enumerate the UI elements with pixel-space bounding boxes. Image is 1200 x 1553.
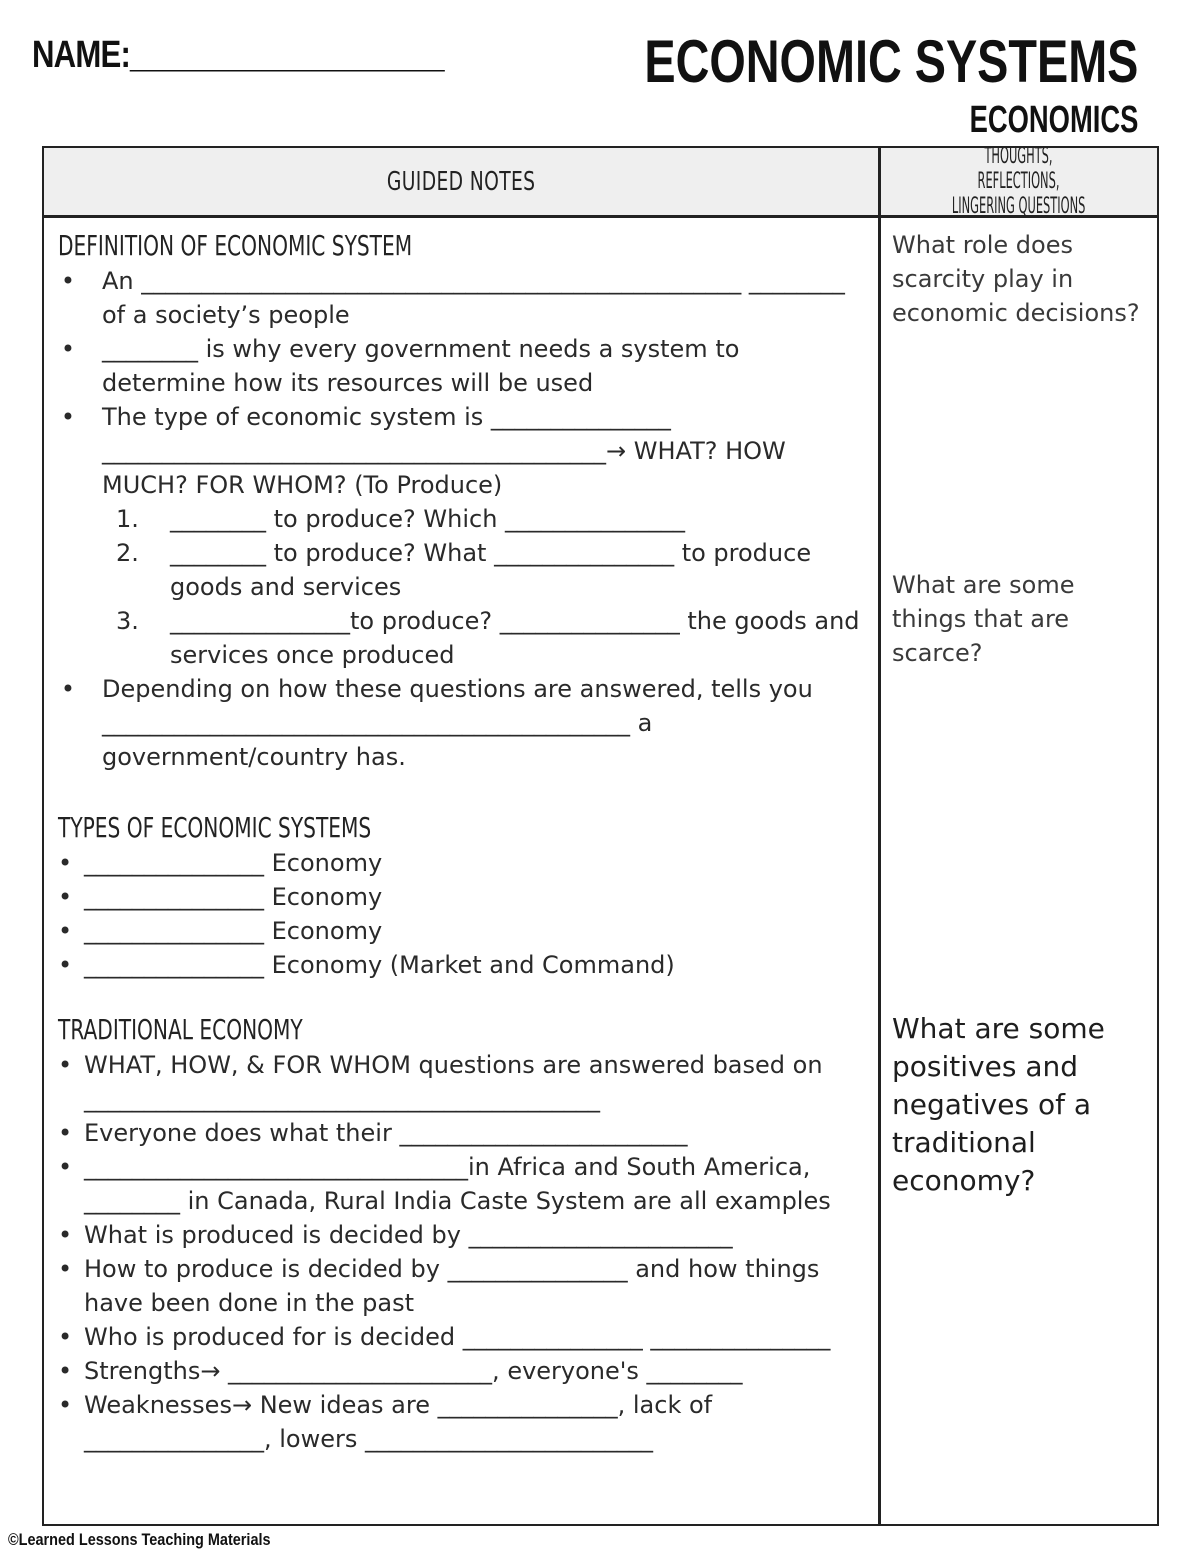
list-item: • _______________ Economy: [84, 880, 866, 914]
list-item: • Who is produced for is decided _______________ _______________: [84, 1320, 866, 1354]
list-item: • _______________ Economy: [84, 914, 866, 948]
list-item: • _______________ Economy (Market and Command): [84, 948, 866, 982]
list-item: • Everyone does what their ________________________: [84, 1116, 866, 1150]
section-title-definition: DEFINITION OF ECONOMIC SYSTEM: [58, 229, 413, 262]
page-title: ECONOMIC SYSTEMS: [643, 28, 1138, 95]
list-item: 1. ________ to produce? Which _______________: [116, 505, 686, 533]
guided-notes-header: GUIDED NOTES: [386, 166, 536, 197]
reflections-header: THOUGHTS, REFLECTIONS, LINGERING QUESTIONS: [951, 144, 1086, 219]
list-item: • _______________ Economy: [84, 846, 866, 880]
reflection-question-scarce-things: What are some things that are scarce?: [892, 571, 1075, 667]
list-item: • An __________________________________________________ ________ of a society’s people: [102, 264, 866, 332]
guided-notes-column: [58, 228, 866, 1456]
types-list: [58, 846, 866, 982]
traditional-list: [58, 1048, 866, 1456]
list-item: • Weaknesses→ New ideas are _______________, lack of _______________, lowers ________________________: [84, 1388, 866, 1456]
copyright-footer: ©Learned Lessons Teaching Materials: [8, 1530, 271, 1549]
notes-table: [42, 146, 1159, 1526]
list-item: • WHAT, HOW, & FOR WHOM questions are answered based on ___________________________________________: [84, 1048, 866, 1116]
list-item: • ________ is why every government needs a system to determine how its resources will be used: [102, 332, 866, 400]
numbered-questions: [102, 502, 866, 672]
list-item: • ________________________________in Africa and South America, ________ in Canada, Rural India Caste System are all examples: [84, 1150, 866, 1218]
section-title-types: TYPES OF ECONOMIC SYSTEMS: [58, 811, 372, 844]
reflection-question-scarcity: What role does scarcity play in economic decisions?: [892, 231, 1140, 327]
list-item: 3. _______________to produce? _______________ the goods and services once produced: [116, 607, 860, 669]
list-item: • The type of economic system is _______________ __________________________________________→ WHAT? HOW MUCH? FOR WHOM? (To Produce) 1. ________ to produce? Which _______________ 2. ________ to produce? What _______________ to produce goods and services 3. _______________to produce? _______________ the goods and services once produced: [102, 400, 866, 672]
column-divider: [878, 148, 881, 1524]
name-field-label: NAME:___________________: [32, 34, 444, 76]
definition-list: [58, 264, 866, 774]
table-header-row: [44, 144, 1157, 219]
section-title-traditional: TRADITIONAL ECONOMY: [58, 1013, 303, 1046]
page-subtitle: ECONOMICS: [969, 99, 1138, 141]
list-item: • Strengths→ ______________________, everyone's ________: [84, 1354, 866, 1388]
list-item: • Depending on how these questions are answered, tells you ____________________________________________ a government/country has.: [102, 672, 866, 774]
list-item: 2. ________ to produce? What _______________ to produce goods and services: [116, 539, 812, 601]
reflection-question-traditional: What are some positives and negatives of a traditional economy?: [892, 1012, 1105, 1197]
list-item: • How to produce is decided by _______________ and how things have been done in the past: [84, 1252, 866, 1320]
list-item: • What is produced is decided by ______________________: [84, 1218, 866, 1252]
